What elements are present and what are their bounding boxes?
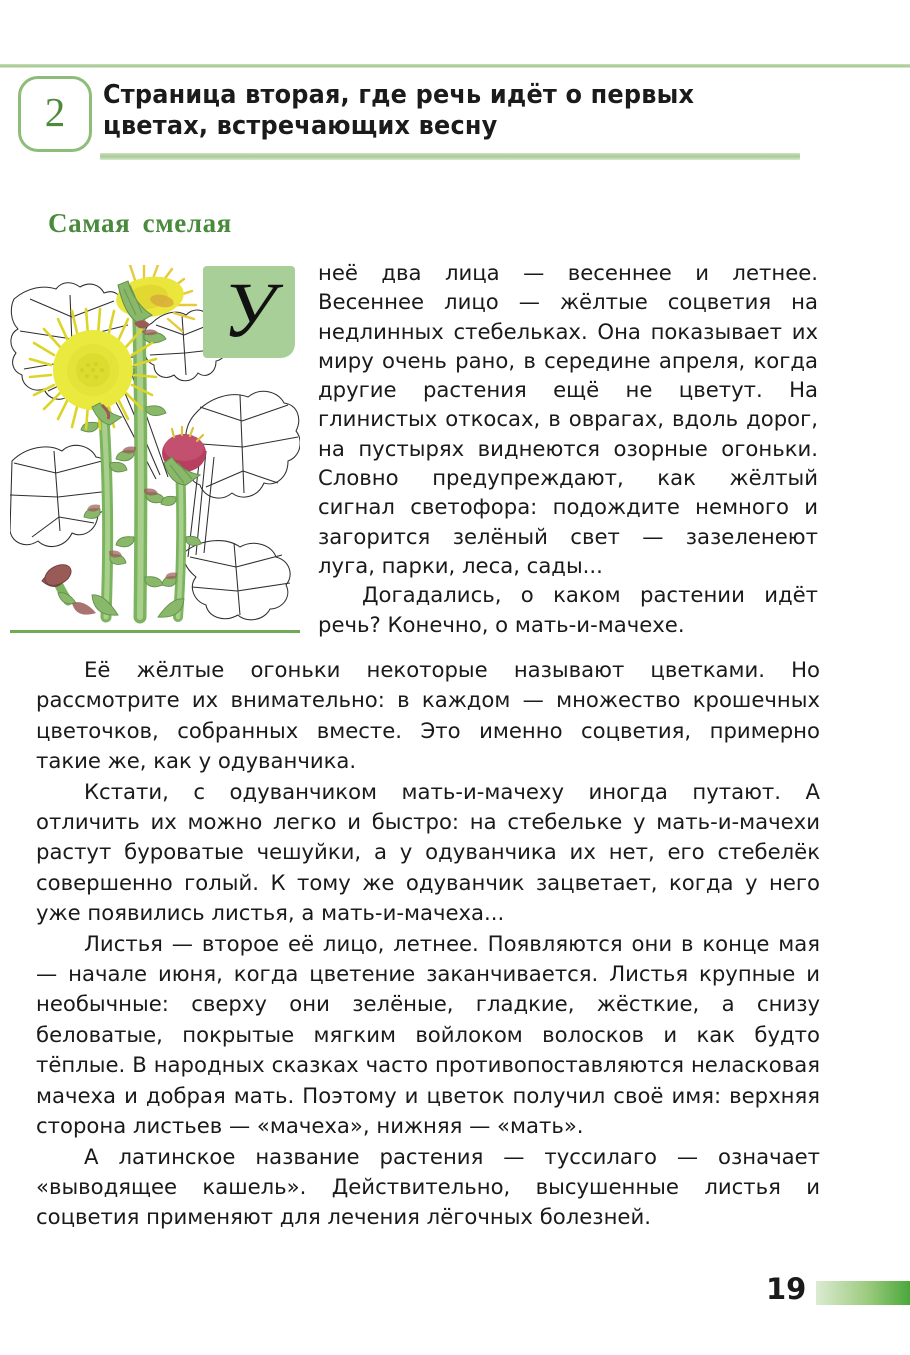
page-number: 19 (766, 1272, 807, 1306)
section-subtitle: Самая смелая (48, 208, 232, 238)
chapter-number-badge (18, 76, 92, 152)
chapter-number: 2 (44, 88, 66, 135)
page-top-rule (0, 64, 910, 68)
heading-divider-rule (100, 153, 800, 160)
paragraph-guess: Догадались, о каком растении идёт речь? Конечно, о мать-и-мачехе. (318, 582, 818, 637)
paragraph-intro: неё два лица — весеннее и летнее. Весеннее лицо — жёлтые соцветия на недлинных стебельках. Она показывает их миру очень рано, в середине апреля, когда другие растения ещё не цветут. На глинистых откосах, в оврагах, вдоль дорог, на пустырях виднеются озорные огоньки. Словно предупреждают, как жёлтый сигнал светофора: подождите немного и загорится зелёный свет — зазеленеют луга, парки, леса, сады... (318, 260, 818, 578)
paragraph-latin-name: А латинское название растения — туссилаго — означает «выводящее кашель». Действительно, высушенные листья и соцветия применяют для лечения лёгочных болезней. (36, 1143, 820, 1230)
footer-accent-bar (816, 1281, 910, 1305)
dropcap-letter: У (222, 266, 276, 353)
body-text-wrapped-column (318, 258, 818, 639)
paragraph-leaves: Листья — второе её лицо, летнее. Появляются они в конце мая — начале июня, когда цветение заканчивается. Листья крупные и необычные: сверху они зелёные, гладкие, жёсткие, а снизу беловатые, покрытые мягким войлоком волосков и как будто тёплые. В народных сказках часто противопоставляются неласковая мачеха и добрая мать. Поэтому и цветок получил своё имя: верхняя сторона листьев — «мачеха», нижняя — «мать». (36, 930, 820, 1139)
paragraph-inflorescence: Её жёлтые огоньки некоторые называют цветками. Но рассмотрите их внимательно: в каждом — множество крошечных цветочков, собранных вместе. Это именно соцветия, примерно такие же, как у одуванчика. (36, 657, 820, 774)
chapter-title: Страница вторая, где речь идёт о первых цветах, встречающих весну (103, 80, 695, 142)
paragraph-dandelion-comparison: Кстати, с одуванчиком мать-и-мачеху иногда путают. А отличить их можно легко и быстро: на стебельке у мать-и-мачехи растут буроватые чешуйки, а у одуванчика их нет, его стебелёк совершенно голый. К тому же одуванчик зацветает, когда у него уже появились листья, а мать-и-мачеха... (36, 778, 820, 926)
body-text-full-width (36, 655, 820, 1233)
illustration-baseline (10, 630, 300, 633)
